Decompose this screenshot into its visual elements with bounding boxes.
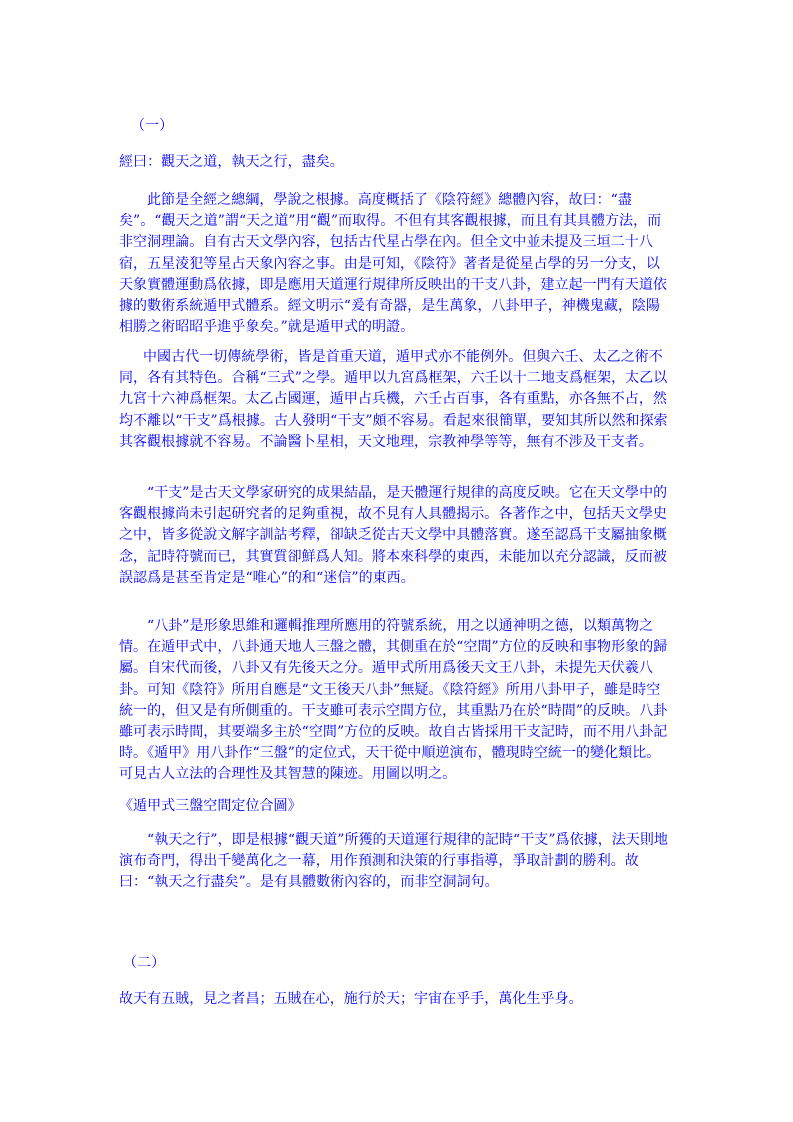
scripture-line-2: 故天有五賊，見之者昌；五賊在心，施行於天；宇宙在乎手，萬化生乎身。	[119, 991, 583, 1007]
paragraph-1: 此節是全經之總綱，學說之根據。高度概括了《陰符經》總體內容，故曰：“盡矣”。“觀天之道”謂“天之道”用“觀”而取得。不但有其客觀根據，而且有其具體方法，而非空洞理論。自有古天文學內容，包括古代星占學在內。但全文中並未提及三垣二十八宿，五星淩犯等星占天象內容之事。由是可知，《陰符》著者是從星占學的另一分支，以天象實體運動爲依據，即是應用天道運行規律所反映出的干支八卦，建立起一門有天道依據的數術系統遁甲式體系。經文明示“爰有奇器，是生萬象，八卦甲子，神機鬼藏，陰陽相勝之術昭昭乎進乎象矣。”就是遁甲式的明證。	[119, 192, 667, 336]
scripture-line-1: 經曰：觀天之道，執天之行，盡矣。	[119, 154, 344, 170]
paragraph-4: “八卦”是形象思維和邏輯推理所應用的符號系統，用之以通神明之德，以類萬物之情。在遁甲式中，八卦通天地人三盤之體，其側重在於“空間”方位的反映和事物形象的歸屬。自宋代而後，八卦又有先後天之分。遁甲式所用爲後天文王八卦，未提先天伏羲八卦。可知《陰符》所用自應是“文王後天八卦”無疑。《陰符經》所用八卦甲子，雖是時空統一的，但又是有所側重的。干支雖可表示空間方位，其重點乃在於“時間”的反映。八卦雖可表示時間，其要端多主於“空間”方位的反映。故自古皆採用干支記時，而不用八卦記時。《遁甲》用八卦作“三盤”的定位式，天干從中順逆演布，體現時空統一的變化類比。可見古人立法的合理性及其智慧的陳迹。用圖以明之。	[119, 618, 668, 783]
paragraph-5: “執天之行”，即是根據“觀天道”所獲的天道運行規律的記時“干支”爲依據，法天則地演布奇門，得出千變萬化之一幕，用作預測和決策的行事指導，爭取計劃的勝利。故曰：“執天之行盡矣”。是有具體數術內容的，而非空洞詞句。	[119, 832, 668, 891]
paragraph-2: 中國古代一切傳統學術，皆是首重天道，遁甲式亦不能例外。但與六壬、太乙之術不同，各有其特色。合稱“三式”之學。遁甲以九宮爲框架，六壬以十二地支爲框架，太乙以九宮十六神爲框架。太乙占國運，遁甲占兵機，六壬占百事，各有重點，亦各無不占，然均不離以“干支”爲根據。古人發明“干支”頗不容易。看起來很簡單，要知其所以然和探索其客觀根據就不容易。不論醫卜星相，天文地理，宗教神學等等，無有不涉及干支者。	[119, 349, 668, 450]
figure-caption: 《遁甲式三盤空間定位合圖》	[119, 798, 302, 814]
section-heading-1: （一）	[131, 118, 174, 134]
paragraph-3: “干支”是古天文學家研究的成果結晶，是天體運行規律的高度反映。它在天文學中的客觀根據尚未引起研究者的足夠重視，故不見有人具體揭示。各著作之中，包括天文學史之中，皆多從說文解字訓詁考釋，卻缺乏從古天文學中具體落實。遂至認爲干支屬抽象概念，記時符號而已，其實質卻鮮爲人知。將本來科學的東西，未能加以充分認識，反而被誤認爲是甚至肯定是“唯心”的和“迷信”的東西。	[119, 485, 668, 586]
section-heading-2: （二）	[123, 955, 166, 971]
